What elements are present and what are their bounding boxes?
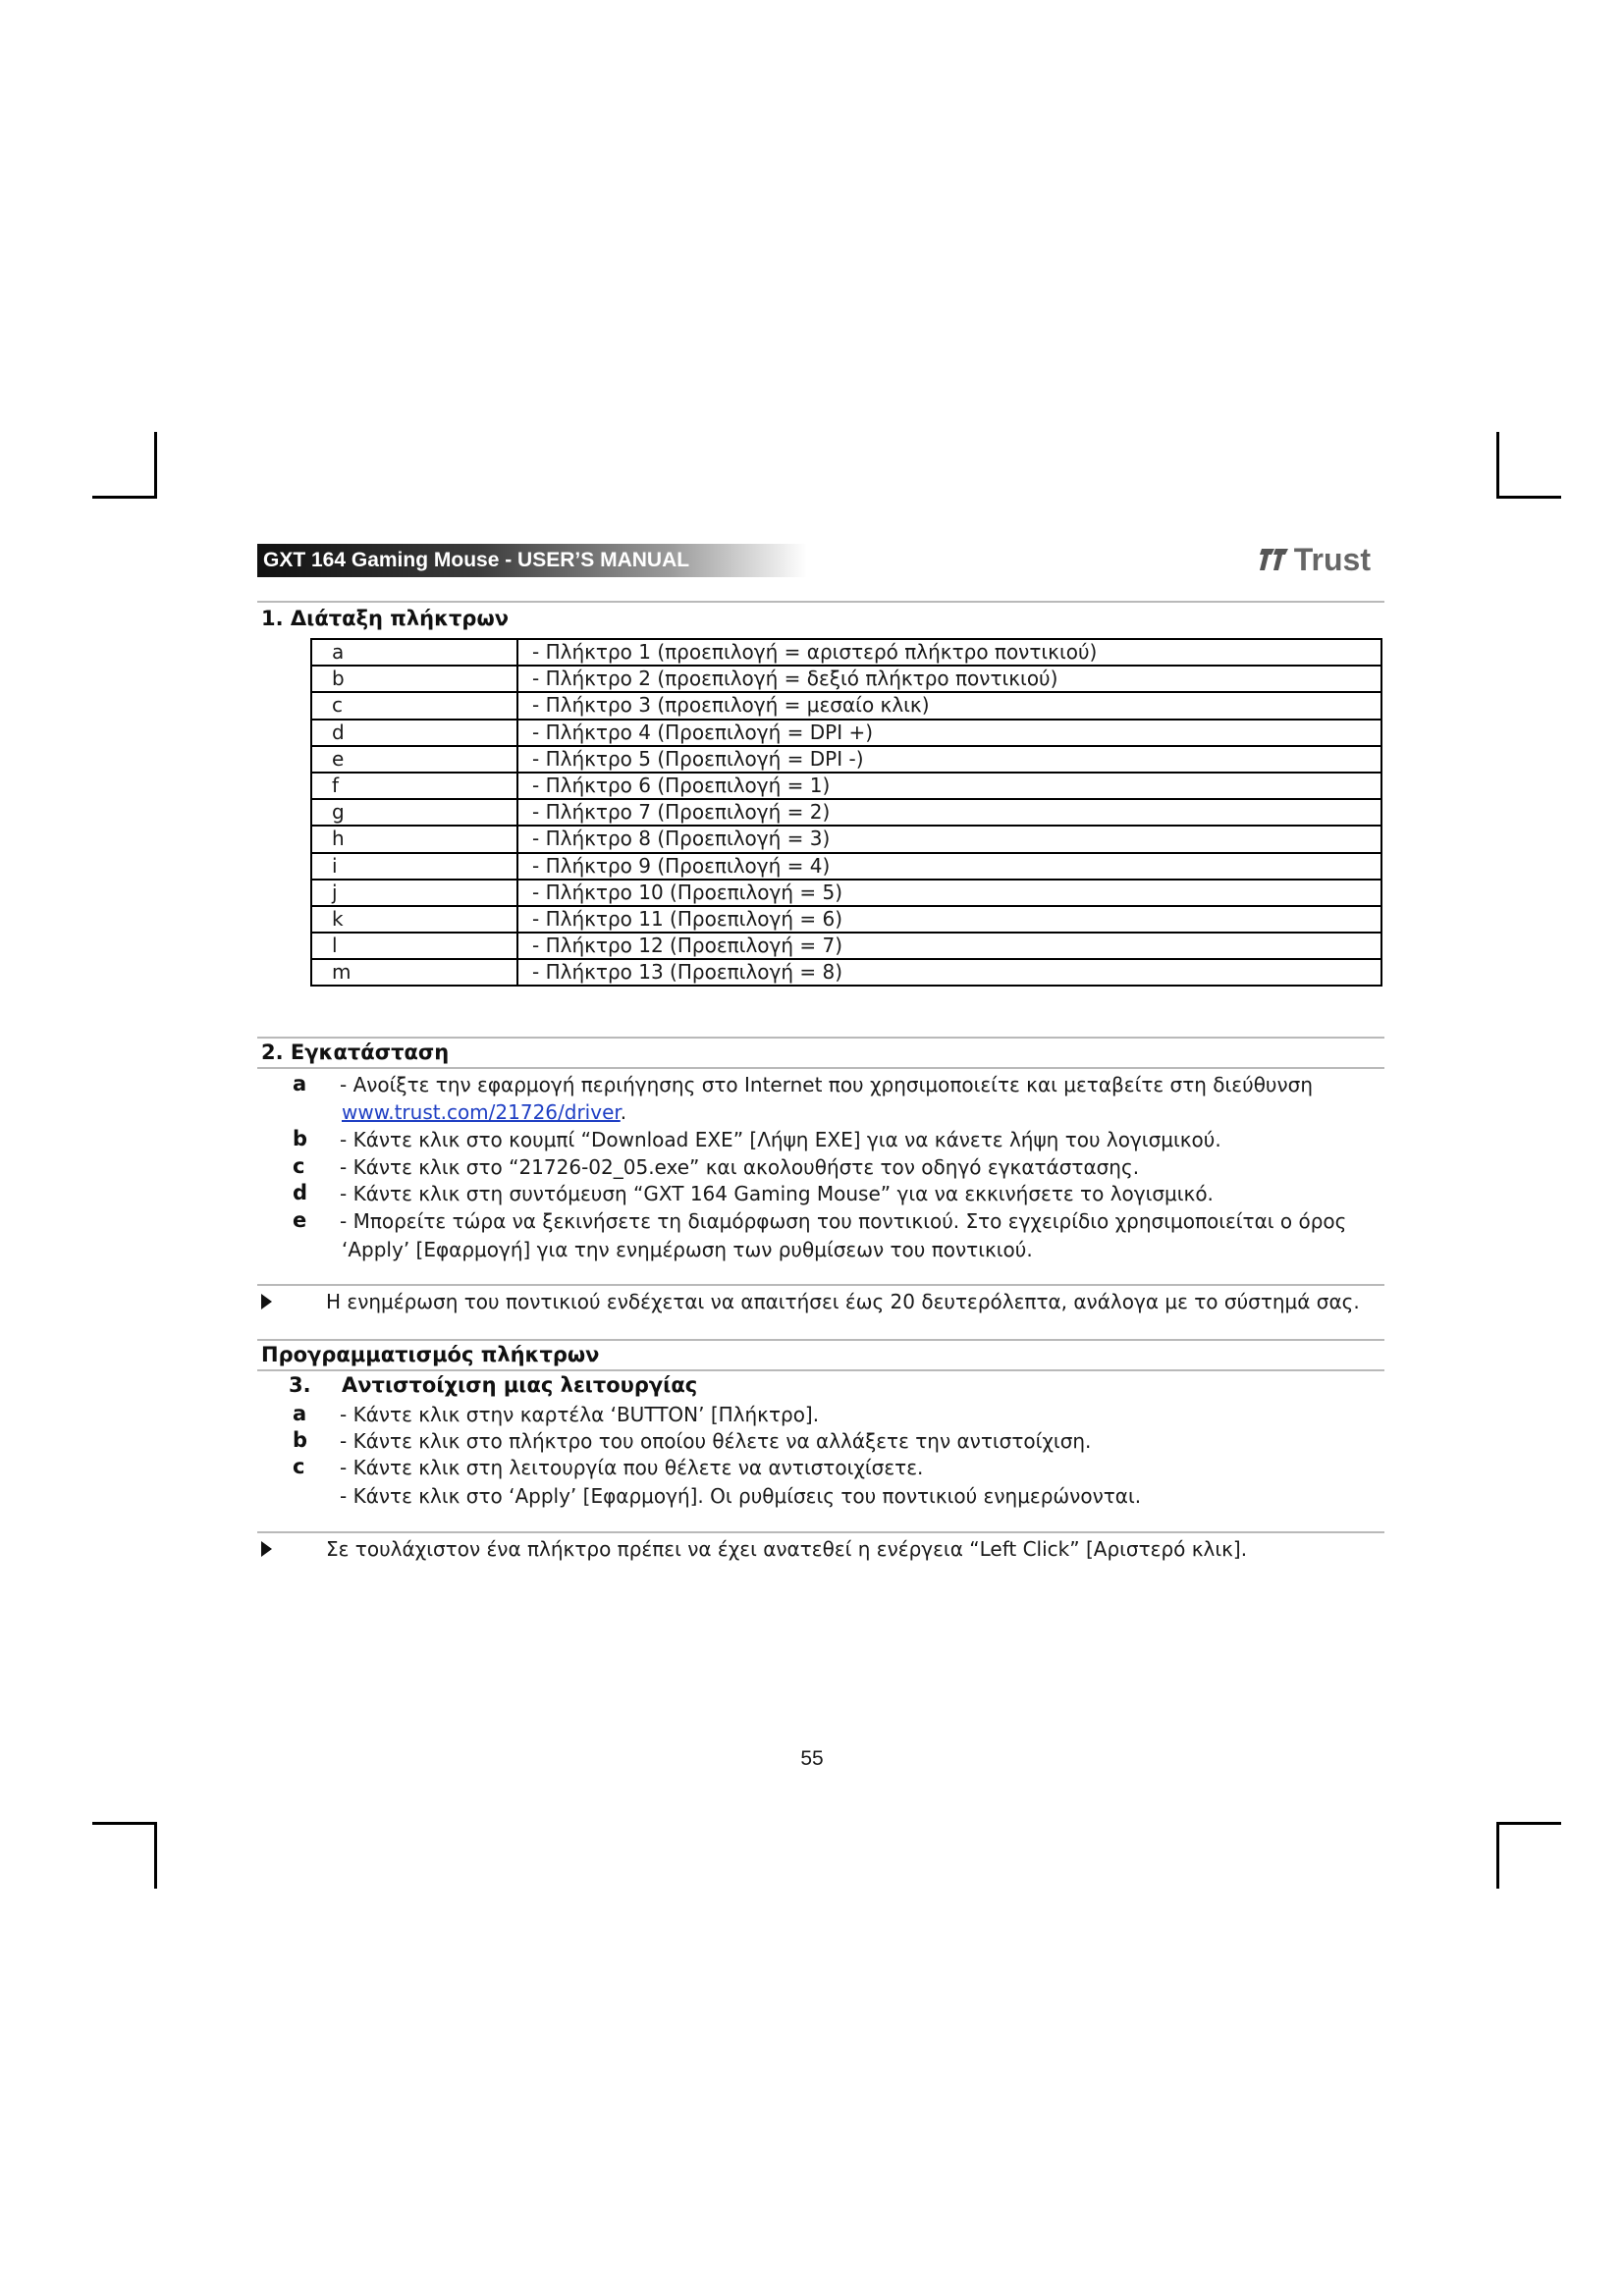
section-2-rule-bottom: [257, 1067, 1384, 1069]
crop-mark-top-right-h: [1496, 496, 1561, 499]
section-2-note: Η ενημέρωση του ποντικιού ενδέχεται να απαιτήσει έως 20 δευτερόλεπτα, ανάλογα με το σύστημά σας.: [326, 1290, 1360, 1313]
install-step-label-b: b: [293, 1127, 308, 1150]
button-key-description: - Πλήκτρο 11 (Προεπιλογή = 6): [517, 906, 1381, 933]
install-step-label-d: d: [293, 1181, 308, 1204]
header-title: GXT 164 Gaming Mouse - USER’S MANUAL: [263, 549, 690, 571]
trust-logo: [1259, 542, 1371, 577]
assign-step-apply-text: - Κάντε κλικ στο ‘Apply’ [Εφαρμογή]. Οι ρυθμίσεις του ποντικιού ενημερώνονται.: [340, 1484, 1142, 1508]
trust-logo-icon: [1259, 545, 1292, 574]
section-3-note-rule: [257, 1531, 1384, 1533]
button-layout-row: [311, 906, 1381, 933]
assign-step-b-text: - Κάντε κλικ στο πλήκτρο του οποίου θέλετε να αλλάξετε την αντιστοίχιση.: [340, 1429, 1092, 1453]
install-step-a-link-line: [342, 1100, 626, 1124]
install-step-label-a: a: [293, 1072, 307, 1095]
driver-link-suffix: .: [620, 1100, 627, 1124]
install-step-e-text: - Μπορείτε τώρα να ξεκινήσετε τη διαμόρφωση του ποντικιού. Στο εγχειρίδιο χρησιμοποιείται ο όρος: [340, 1209, 1347, 1233]
button-key-letter: g: [311, 799, 517, 826]
button-layout-table: [310, 638, 1382, 987]
crop-mark-bottom-left-v: [154, 1822, 157, 1889]
button-layout-row: [311, 692, 1381, 719]
button-key-description: - Πλήκτρο 7 (Προεπιλογή = 2): [517, 799, 1381, 826]
button-layout-row: [311, 639, 1381, 666]
section-3-rule-top: [257, 1339, 1384, 1341]
button-key-letter: f: [311, 773, 517, 799]
button-key-letter: j: [311, 880, 517, 906]
button-layout-row: [311, 826, 1381, 852]
button-key-description: - Πλήκτρο 1 (προεπιλογή = αριστερό πλήκτρο ποντικιού): [517, 639, 1381, 666]
note-arrow-icon: [261, 1294, 272, 1309]
button-layout-row: [311, 666, 1381, 692]
install-step-e-continuation: ‘Apply’ [Εφαρμογή] για την ενημέρωση των ρυθμίσεων του ποντικιού.: [342, 1238, 1033, 1261]
page-number: 55: [800, 1747, 824, 1770]
button-layout-row: [311, 720, 1381, 746]
button-key-description: - Πλήκτρο 12 (Προεπιλογή = 7): [517, 933, 1381, 959]
subsection-number: 3.: [289, 1373, 311, 1397]
section-3-rule-bottom: [257, 1369, 1384, 1371]
button-key-description: - Πλήκτρο 10 (Προεπιλογή = 5): [517, 880, 1381, 906]
button-key-letter: c: [311, 692, 517, 719]
install-step-b-text: - Κάντε κλικ στο κουμπί “Download EXE” [Λήψη EXE] για να κάνετε λήψη του λογισμικού.: [340, 1128, 1221, 1151]
section-2-rule-top: [257, 1037, 1384, 1039]
install-step-d-text: - Κάντε κλικ στη συντόμευση “GXT 164 Gaming Mouse” για να εκκινήσετε το λογισμικό.: [340, 1182, 1214, 1205]
crop-mark-bottom-left-h: [92, 1822, 157, 1825]
assign-step-c-text: - Κάντε κλικ στη λειτουργία που θέλετε να αντιστοιχίσετε.: [340, 1456, 924, 1479]
button-key-letter: l: [311, 933, 517, 959]
crop-mark-bottom-right-h: [1496, 1822, 1561, 1825]
section-3-note: Σε τουλάχιστον ένα πλήκτρο πρέπει να έχει ανατεθεί η ενέργεια “Left Click” [Αριστερό κλικ].: [326, 1537, 1248, 1561]
section-1-title: 1. Διάταξη πλήκτρων: [261, 607, 510, 630]
button-key-letter: m: [311, 959, 517, 986]
button-layout-row: [311, 880, 1381, 906]
trust-logo-text: Trust: [1293, 541, 1371, 577]
button-key-description: - Πλήκτρο 2 (προεπιλογή = δεξιό πλήκτρο ποντικιού): [517, 666, 1381, 692]
crop-mark-top-left-v: [154, 432, 157, 499]
button-key-letter: d: [311, 720, 517, 746]
button-layout-row: [311, 799, 1381, 826]
section-2-note-rule: [257, 1284, 1384, 1286]
button-key-description: - Πλήκτρο 6 (Προεπιλογή = 1): [517, 773, 1381, 799]
button-layout-row: [311, 933, 1381, 959]
assign-step-label-b: b: [293, 1428, 308, 1452]
assign-step-a-text: - Κάντε κλικ στην καρτέλα ‘BUTTON’ [Πλήκτρο].: [340, 1403, 820, 1426]
crop-mark-top-right-v: [1496, 432, 1499, 499]
assign-step-label-a: a: [293, 1402, 307, 1425]
assign-step-label-c: c: [293, 1455, 305, 1478]
button-layout-row: [311, 959, 1381, 986]
crop-mark-top-left-h: [92, 496, 157, 499]
subsection-title: Αντιστοίχιση μιας λειτουργίας: [342, 1373, 698, 1397]
button-key-description: - Πλήκτρο 9 (Προεπιλογή = 4): [517, 853, 1381, 880]
button-key-letter: b: [311, 666, 517, 692]
button-layout-row: [311, 853, 1381, 880]
install-step-label-e: e: [293, 1208, 307, 1232]
button-key-letter: a: [311, 639, 517, 666]
button-layout-row: [311, 773, 1381, 799]
button-key-description: - Πλήκτρο 5 (Προεπιλογή = DPI -): [517, 746, 1381, 773]
crop-mark-bottom-right-v: [1496, 1822, 1499, 1889]
install-step-label-c: c: [293, 1154, 305, 1178]
button-key-letter: h: [311, 826, 517, 852]
header-rule: [257, 601, 1384, 603]
install-step-a-text: - Ανοίξτε την εφαρμογή περιήγησης στο Internet που χρησιμοποιείτε και μεταβείτε στη διεύθυνση: [340, 1073, 1314, 1096]
page-header: [257, 540, 1377, 581]
button-key-description: - Πλήκτρο 3 (προεπιλογή = μεσαίο κλικ): [517, 692, 1381, 719]
button-key-description: - Πλήκτρο 13 (Προεπιλογή = 8): [517, 959, 1381, 986]
button-layout-row: [311, 746, 1381, 773]
button-key-letter: i: [311, 853, 517, 880]
button-key-description: - Πλήκτρο 4 (Προεπιλογή = DPI +): [517, 720, 1381, 746]
section-2-title: 2. Εγκατάσταση: [261, 1041, 450, 1064]
button-key-description: - Πλήκτρο 8 (Προεπιλογή = 3): [517, 826, 1381, 852]
section-3-title: Προγραμματισμός πλήκτρων: [261, 1343, 600, 1366]
button-key-letter: k: [311, 906, 517, 933]
install-step-c-text: - Κάντε κλικ στο “21726-02_05.exe” και ακολουθήστε τον οδηγό εγκατάστασης.: [340, 1155, 1140, 1179]
note-arrow-icon: [261, 1541, 272, 1557]
driver-download-link[interactable]: www.trust.com/21726/driver: [342, 1100, 621, 1124]
button-key-letter: e: [311, 746, 517, 773]
